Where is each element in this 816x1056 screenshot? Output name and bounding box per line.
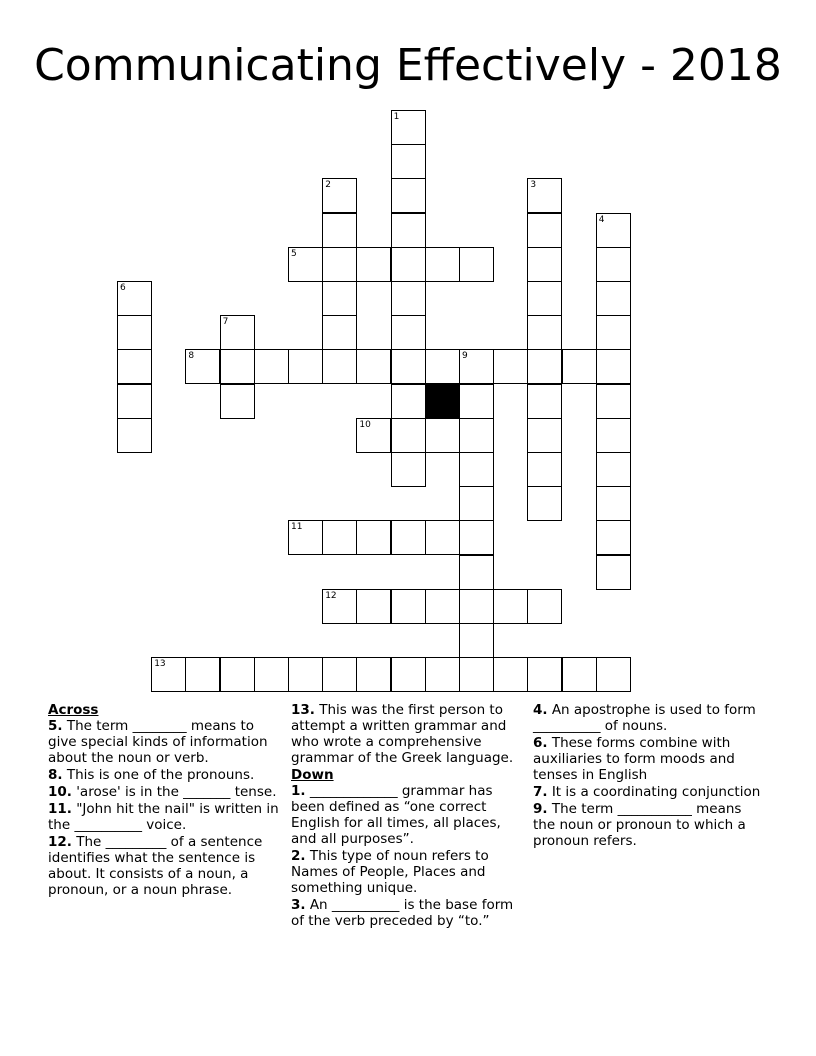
grid-cell[interactable] xyxy=(391,110,426,145)
grid-cell[interactable] xyxy=(220,349,255,384)
grid-cell[interactable] xyxy=(459,555,494,590)
clue-number: 5. xyxy=(48,718,63,734)
grid-cell[interactable] xyxy=(391,213,426,248)
grid-cell[interactable] xyxy=(356,349,391,384)
grid-cell[interactable] xyxy=(117,281,152,316)
grid-cell[interactable] xyxy=(391,315,426,350)
grid-cell[interactable] xyxy=(459,520,494,555)
cell-number: 11 xyxy=(291,522,303,533)
grid-cell[interactable] xyxy=(459,384,494,419)
grid-cell[interactable] xyxy=(117,418,152,453)
grid-cell[interactable] xyxy=(322,589,357,624)
clue-down-1 xyxy=(291,783,525,847)
grid-cell[interactable] xyxy=(527,213,562,248)
grid-cell[interactable] xyxy=(459,452,494,487)
grid-cell[interactable] xyxy=(562,657,597,692)
clue-number: 8. xyxy=(48,767,63,783)
clue-text: An __________ is the base form of the verb preceded by “to.” xyxy=(291,897,514,929)
grid-cell[interactable] xyxy=(391,520,426,555)
grid-cell[interactable] xyxy=(562,349,597,384)
clue-across-5 xyxy=(48,718,280,766)
clue-text: The _________ of a sentence identifies what the sentence is about. It consists of a noun, a pronoun, or a noun phrase. xyxy=(48,834,263,898)
clue-down-7 xyxy=(533,784,767,800)
cell-number: 4 xyxy=(598,214,605,225)
clue-text: This was the first person to attempt a written grammar and who wrote a comprehensive grammar of the Greek language. xyxy=(291,702,514,766)
grid-cell[interactable] xyxy=(117,384,152,419)
grid-cell[interactable] xyxy=(322,213,357,248)
grid-cell[interactable] xyxy=(596,418,631,453)
clue-text: These forms combine with auxiliaries to form moods and tenses in English xyxy=(533,735,735,783)
grid-cell[interactable] xyxy=(425,657,460,692)
grid-cell[interactable] xyxy=(391,349,426,384)
cell-number: 5 xyxy=(291,248,297,259)
clue-number: 13. xyxy=(291,702,315,718)
grid-cell[interactable] xyxy=(493,657,528,692)
grid-cell[interactable] xyxy=(356,247,391,282)
grid-cell[interactable] xyxy=(254,349,289,384)
cell-number: 12 xyxy=(325,590,337,601)
clue-text: _____________ grammar has been defined as “one correct English for all times, all places, and all purposes”. xyxy=(291,783,501,847)
grid-cell[interactable] xyxy=(322,281,357,316)
grid-cell[interactable] xyxy=(596,555,631,590)
grid-cell[interactable] xyxy=(425,247,460,282)
grid-cell[interactable] xyxy=(391,281,426,316)
clue-number: 3. xyxy=(291,897,306,913)
grid-cell[interactable] xyxy=(527,384,562,419)
cell-number: 2 xyxy=(325,180,331,191)
clue-number: 11. xyxy=(48,801,72,817)
clue-across-10 xyxy=(48,784,280,800)
clue-text: The term ________ means to give special kinds of information about the noun or verb. xyxy=(48,718,268,766)
grid-cell[interactable] xyxy=(527,486,562,521)
cell-number: 13 xyxy=(154,659,166,670)
grid-cell[interactable] xyxy=(391,589,426,624)
clue-across-11 xyxy=(48,801,280,833)
clue-text: 'arose' is in the _______ tense. xyxy=(71,784,277,800)
clue-number: 2. xyxy=(291,848,306,864)
grid-cell[interactable] xyxy=(596,247,631,282)
grid-cell[interactable] xyxy=(425,349,460,384)
grid-cell[interactable] xyxy=(220,657,255,692)
grid-cell[interactable] xyxy=(288,520,323,555)
cell-number: 7 xyxy=(222,317,229,328)
grid-cell[interactable] xyxy=(391,384,426,419)
grid-cell[interactable] xyxy=(493,349,528,384)
grid-cell[interactable] xyxy=(459,589,494,624)
clue-number: 12. xyxy=(48,834,72,850)
grid-cell[interactable] xyxy=(356,589,391,624)
grid-cell[interactable] xyxy=(322,178,357,213)
grid-cell[interactable] xyxy=(322,247,357,282)
grid-cell[interactable] xyxy=(220,315,255,350)
grid-cell[interactable] xyxy=(596,384,631,419)
grid-cell[interactable] xyxy=(527,349,562,384)
grid-cell[interactable] xyxy=(151,657,186,692)
grid-cell[interactable] xyxy=(391,178,426,213)
grid-cell[interactable] xyxy=(391,418,426,453)
clue-down-3 xyxy=(291,897,525,929)
clue-text: This is one of the pronouns. xyxy=(62,767,255,783)
grid-cell[interactable] xyxy=(322,349,357,384)
clue-down-6 xyxy=(533,735,767,783)
grid-cell[interactable] xyxy=(391,144,426,179)
grid-cell[interactable] xyxy=(459,418,494,453)
clue-text: The term ___________ means the noun or pronoun to which a pronoun refers. xyxy=(533,801,746,849)
grid-cell-black xyxy=(425,384,460,419)
grid-cell[interactable] xyxy=(322,657,357,692)
grid-cell[interactable] xyxy=(596,315,631,350)
clue-number: 7. xyxy=(533,784,548,800)
grid-cell[interactable] xyxy=(596,657,631,692)
grid-cell[interactable] xyxy=(288,349,323,384)
grid-cell[interactable] xyxy=(596,486,631,521)
grid-cell[interactable] xyxy=(356,520,391,555)
grid-cell[interactable] xyxy=(185,657,220,692)
grid-cell[interactable] xyxy=(527,281,562,316)
grid-cell[interactable] xyxy=(288,657,323,692)
puzzle-title: Communicating Effectively - 2018 xyxy=(34,40,782,91)
clue-down-4 xyxy=(533,702,767,734)
grid-cell[interactable] xyxy=(527,178,562,213)
grid-cell[interactable] xyxy=(596,520,631,555)
grid-cell[interactable] xyxy=(322,520,357,555)
grid-cell[interactable] xyxy=(459,657,494,692)
grid-cell[interactable] xyxy=(596,281,631,316)
clues-column-3 xyxy=(533,702,767,850)
grid-cell[interactable] xyxy=(527,452,562,487)
grid-cell[interactable] xyxy=(288,247,323,282)
clue-down-2 xyxy=(291,848,525,896)
grid-cell[interactable] xyxy=(356,418,391,453)
grid-cell[interactable] xyxy=(425,520,460,555)
grid-cell[interactable] xyxy=(459,486,494,521)
grid-cell[interactable] xyxy=(527,247,562,282)
clue-across-13 xyxy=(291,702,525,766)
grid-cell[interactable] xyxy=(356,657,391,692)
grid-cell[interactable] xyxy=(596,213,631,248)
grid-cell[interactable] xyxy=(459,349,494,384)
clue-text: An apostrophe is used to form __________ of nouns. xyxy=(533,702,756,734)
grid-cell[interactable] xyxy=(185,349,220,384)
grid-cell[interactable] xyxy=(596,452,631,487)
cell-number: 8 xyxy=(188,351,195,362)
clue-number: 10. xyxy=(48,784,72,800)
grid-cell[interactable] xyxy=(425,418,460,453)
clue-text: It is a coordinating conjunction xyxy=(547,784,761,800)
grid-cell[interactable] xyxy=(391,452,426,487)
grid-cell[interactable] xyxy=(391,657,426,692)
cell-number: 1 xyxy=(393,112,400,122)
clue-number: 1. xyxy=(291,783,306,799)
cell-number: 6 xyxy=(120,283,126,293)
grid-cell[interactable] xyxy=(220,384,255,419)
down-heading: Down xyxy=(291,767,334,783)
grid-cell[interactable] xyxy=(459,623,494,658)
clues-column-1 xyxy=(48,702,280,899)
clue-across-8 xyxy=(48,767,280,783)
grid-cell[interactable] xyxy=(527,315,562,350)
grid-cell[interactable] xyxy=(425,589,460,624)
grid-cell[interactable] xyxy=(493,589,528,624)
grid-cell[interactable] xyxy=(391,247,426,282)
grid-cell[interactable] xyxy=(254,657,289,692)
grid-cell[interactable] xyxy=(117,315,152,350)
clue-text: "John hit the nail" is written in the __________ voice. xyxy=(48,801,279,833)
across-heading: Across xyxy=(48,702,99,718)
clue-number: 9. xyxy=(533,801,548,817)
clue-number: 6. xyxy=(533,735,548,751)
cell-number: 9 xyxy=(462,351,468,362)
cell-number: 10 xyxy=(359,419,371,430)
clues-column-2 xyxy=(291,702,525,930)
clue-down-9 xyxy=(533,801,767,849)
grid-cell[interactable] xyxy=(527,657,562,692)
grid-cell[interactable] xyxy=(117,349,152,384)
cell-number: 3 xyxy=(530,180,537,191)
grid-cell[interactable] xyxy=(459,247,494,282)
clue-number: 4. xyxy=(533,702,548,718)
grid-cell[interactable] xyxy=(322,315,357,350)
clue-across-12 xyxy=(48,834,280,898)
grid-cell[interactable] xyxy=(596,349,631,384)
clue-text: This type of noun refers to Names of People, Places and something unique. xyxy=(291,848,489,896)
grid-cell[interactable] xyxy=(527,589,562,624)
grid-cell[interactable] xyxy=(527,418,562,453)
